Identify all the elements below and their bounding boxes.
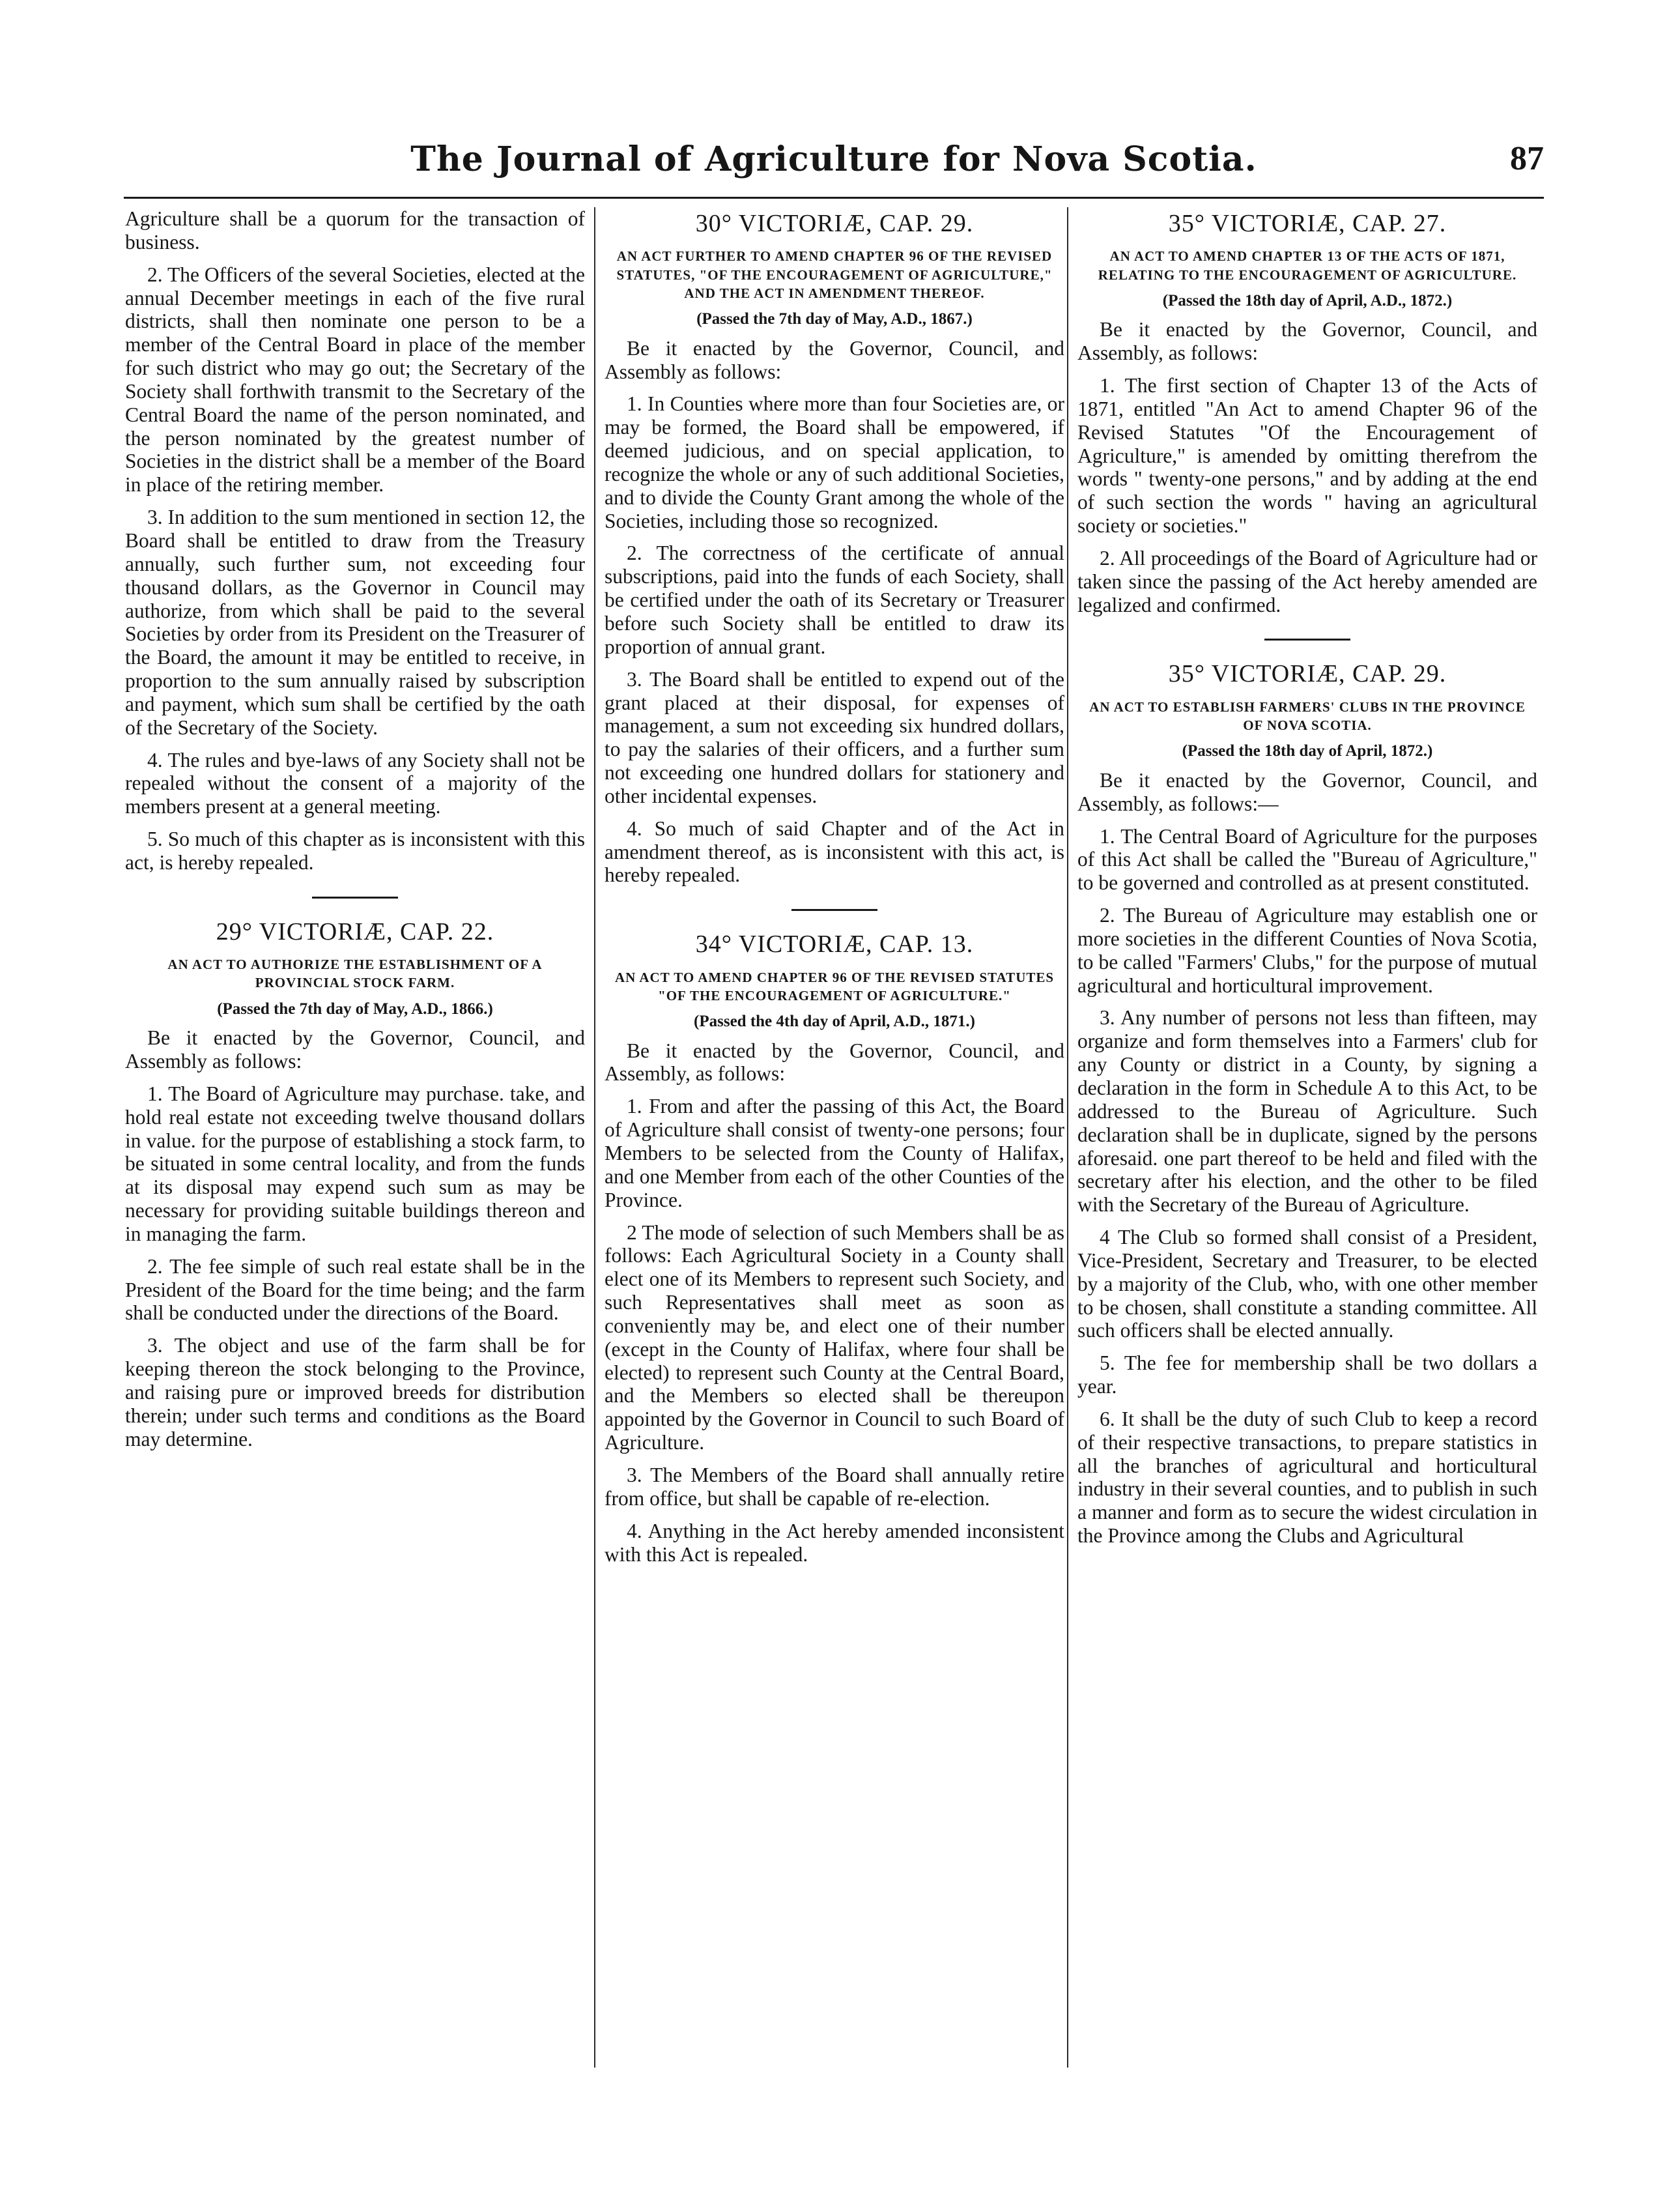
paragraph: 2. The Bureau of Agriculture may establish one or more societies in the different Counties of Nova Scotia, to be called "Farmers' Clubs," for the purpose of mutual agricultural and horticultural improvement. bbox=[1077, 904, 1537, 997]
chapter-heading: 35° VICTORIÆ, CAP. 29. bbox=[1168, 660, 1447, 688]
paragraph: 1. From and after the passing of this Act, the Board of Agriculture shall consist of twenty-one persons; four Members to be selected from the County of Halifax, and one Member from each of the other Counties of the Province. bbox=[605, 1095, 1064, 1211]
paragraph: 3. In addition to the sum mentioned in section 12, the Board shall be entitled to draw from the Treasury annually, such further sum, not exceeding four thousand dollars, as the Governor in Council may authorize, from which shall be paid to the several Societies by order from its President on the Treasurer of the Board, the amount it may be entitled to receive, in proportion to the sum annually raised by subscription and payment, which sum shall be certified by the oath of the Secretary of the Society. bbox=[125, 506, 585, 739]
paragraph: 2. The correctness of the certificate of annual subscriptions, paid into the funds of each Society, shall be certified under the oath of its Secretary or Treasurer before such Society shall be entitled to draw its proportion of annual grant. bbox=[605, 541, 1064, 658]
enacting-clause: Be it enacted by the Governor, Council, and Assembly, as follows: bbox=[605, 1039, 1064, 1086]
passed-date: (Passed the 4th day of April, A.D., 1871.) bbox=[694, 1013, 975, 1031]
column-divider bbox=[1067, 207, 1068, 2068]
paragraph: 2. All proceedings of the Board of Agriculture had or taken since the passing of the Act hereby amended are legalized and confirmed. bbox=[1077, 546, 1537, 616]
paragraph: 6. It shall be the duty of such Club to keep a record of their respective transactions, to prepare statistics in all the branches of agricultural and horticultural industry in their several counties, and to publish in such a manner and form as to secure the widest circulation in the Province among the Clubs and Agricultural bbox=[1077, 1407, 1537, 1548]
passed-date: (Passed the 7th day of May, A.D., 1867.) bbox=[696, 310, 973, 328]
column-divider bbox=[594, 207, 595, 2068]
act-title: AN ACT FURTHER TO AMEND CHAPTER 96 OF THE REVISED STATUTES, "OF THE ENCOURAGEMENT OF AGRICULTURE," AND THE ACT IN AMENDMENT THEREOF. bbox=[616, 248, 1053, 301]
chapter-heading: 35° VICTORIÆ, CAP. 27. bbox=[1168, 210, 1447, 237]
paragraph: 5. The fee for membership shall be two dollars a year. bbox=[1077, 1351, 1537, 1398]
paragraph: 2. The Officers of the several Societies, elected at the annual December meetings in each of the five rural districts, shall then nominate one person to be a member of the Central Board in place of the member for such district who may go out; the Secretary of the Society shall forthwith transmit to the Secretary of the Central Board the name of the person nominated, and the person nominated by the greatest number of Societies in the district shall be a member of the Board in place of the retiring member. bbox=[125, 263, 585, 497]
enacting-clause: Be it enacted by the Governor, Council, and Assembly as follows: bbox=[605, 336, 1064, 383]
paragraph: 3. The Members of the Board shall annually retire from office, but shall be capable of re-election. bbox=[605, 1463, 1064, 1510]
paragraph: 4. Anything in the Act hereby amended inconsistent with this Act is repealed. bbox=[605, 1519, 1064, 1566]
act-title: AN ACT TO AMEND CHAPTER 96 OF THE REVISED STATUTES "OF THE ENCOURAGEMENT OF AGRICULTURE." bbox=[614, 969, 1055, 1003]
section-rule bbox=[791, 909, 877, 911]
paragraph: 1. The Board of Agriculture may purchase. take, and hold real estate not exceeding twelve thousand dollars in value. for the purpose of establishing a stock farm, to be situated in some central locality, and from the funds at its disposal may expend such sum as may be necessary for providing suitable buildings thereon and in managing the farm. bbox=[125, 1082, 585, 1245]
section-rule bbox=[1264, 639, 1350, 641]
enacting-clause: Be it enacted by the Governor, Council, and Assembly, as follows: bbox=[1077, 318, 1537, 365]
paragraph: 4. The rules and bye-laws of any Society shall not be repealed without the consent of a majority of the members present at a general meeting. bbox=[125, 748, 585, 818]
chapter-heading: 29° VICTORIÆ, CAP. 22. bbox=[216, 917, 494, 945]
act-title: AN ACT TO AUTHORIZE THE ESTABLISHMENT OF A PROVINCIAL STOCK FARM. bbox=[167, 957, 543, 991]
paragraph: 2 The mode of selection of such Members shall be as follows: Each Agricultural Society in a County shall elect one of its Members to represent such Society, and such Representatives shall meet as soon as conveniently may be, and elect one of their number (except in the County of Halifax, where four shall be elected) to represent such County at the Central Board, and the Members so elected shall be thereupon appointed by the Governor in Council to such Board of Agriculture. bbox=[605, 1220, 1064, 1454]
enacting-clause: Be it enacted by the Governor, Council, and Assembly as follows: bbox=[125, 1026, 585, 1073]
paragraph: 5. So much of this chapter as is inconsistent with this act, is hereby repealed. bbox=[125, 828, 585, 874]
paragraph: 2. The fee simple of such real estate shall be in the President of the Board for the time being; and the farm shall be conducted under the directions of the Board. bbox=[125, 1254, 585, 1325]
act-title: AN ACT TO ESTABLISH FARMERS' CLUBS IN THE PROVINCE OF NOVA SCOTIA. bbox=[1089, 699, 1526, 734]
journal-title: The Journal of Agriculture for Nova Scotia. bbox=[410, 139, 1257, 179]
passed-date: (Passed the 7th day of May, A.D., 1866.) bbox=[217, 1000, 493, 1018]
paragraph: 4. So much of said Chapter and of the Act in amendment thereof, as is inconsistent with this act, is hereby repealed. bbox=[605, 816, 1064, 887]
column-left bbox=[125, 207, 585, 1450]
paragraph: 1. The Central Board of Agriculture for the purposes of this Act shall be called the "Bureau of Agriculture," to be governed and controlled as at present constituted. bbox=[1077, 824, 1537, 895]
page-number: 87 bbox=[1510, 140, 1544, 177]
act-title: AN ACT TO AMEND CHAPTER 13 OF THE ACTS OF 1871, RELATING TO THE ENCOURAGEMENT OF AGRICULTURE. bbox=[1098, 248, 1517, 283]
paragraph: 4 The Club so formed shall consist of a President, Vice-President, Secretary and Treasurer, to be elected by a majority of the Club, who, with one other member to be chosen, shall constitute a standing committee. All such officers shall be elected annually. bbox=[1077, 1226, 1537, 1342]
paragraph: 3. The Board shall be entitled to expend out of the grant placed at their disposal, for expenses of management, a sum not exceeding six hundred dollars, to pay the salaries of their officers, and a further sum not exceeding one hundred dollars for stationery and other incidental expenses. bbox=[605, 667, 1064, 807]
header-rule bbox=[124, 197, 1544, 199]
chapter-heading: 30° VICTORIÆ, CAP. 29. bbox=[695, 210, 974, 237]
chapter-heading: 34° VICTORIÆ, CAP. 13. bbox=[695, 930, 974, 959]
paragraph: Agriculture shall be a quorum for the transaction of business. bbox=[125, 207, 585, 253]
paragraph: 1. The first section of Chapter 13 of the Acts of 1871, entitled "An Act to amend Chapter 96 of the Revised Statutes "Of the Encouragement of Agriculture," is amended by omitting therefrom the words " twenty-one persons," and by adding at the end of such section the words " having an agricultural society or societies." bbox=[1077, 374, 1537, 538]
paragraph: 3. The object and use of the farm shall be for keeping thereon the stock belonging to the Province, and raising pure or improved breeds for distribution therein; under such terms and conditions as the Board may determine. bbox=[125, 1334, 585, 1450]
passed-date: (Passed the 18th day of April, A.D., 1872.) bbox=[1162, 291, 1453, 310]
column-right bbox=[1077, 207, 1537, 1548]
column-middle bbox=[605, 207, 1064, 1566]
enacting-clause: Be it enacted by the Governor, Council, and Assembly, as follows:— bbox=[1077, 768, 1537, 815]
section-rule bbox=[312, 897, 398, 899]
running-head bbox=[124, 139, 1544, 192]
paragraph: 1. In Counties where more than four Societies are, or may be formed, the Board shall be empowered, if deemed judicious, and on special application, to recognize the whole or any of such additional Societies, and to divide the County Grant among the whole of the Societies, including those so recognized. bbox=[605, 392, 1064, 532]
passed-date: (Passed the 18th day of April, 1872.) bbox=[1182, 742, 1433, 760]
paragraph: 3. Any number of persons not less than fifteen, may organize and form themselves into a Farmers' club for any County or district in a County, by signing a declaration in the form in Schedule A to this Act, to be addressed to the Bureau of Agriculture. Such declaration shall be in duplicate, signed by the persons aforesaid. one part thereof to be held and filed with the secretary after his election, and the other to be filed with the Secretary of the Bureau of Agriculture. bbox=[1077, 1006, 1537, 1217]
